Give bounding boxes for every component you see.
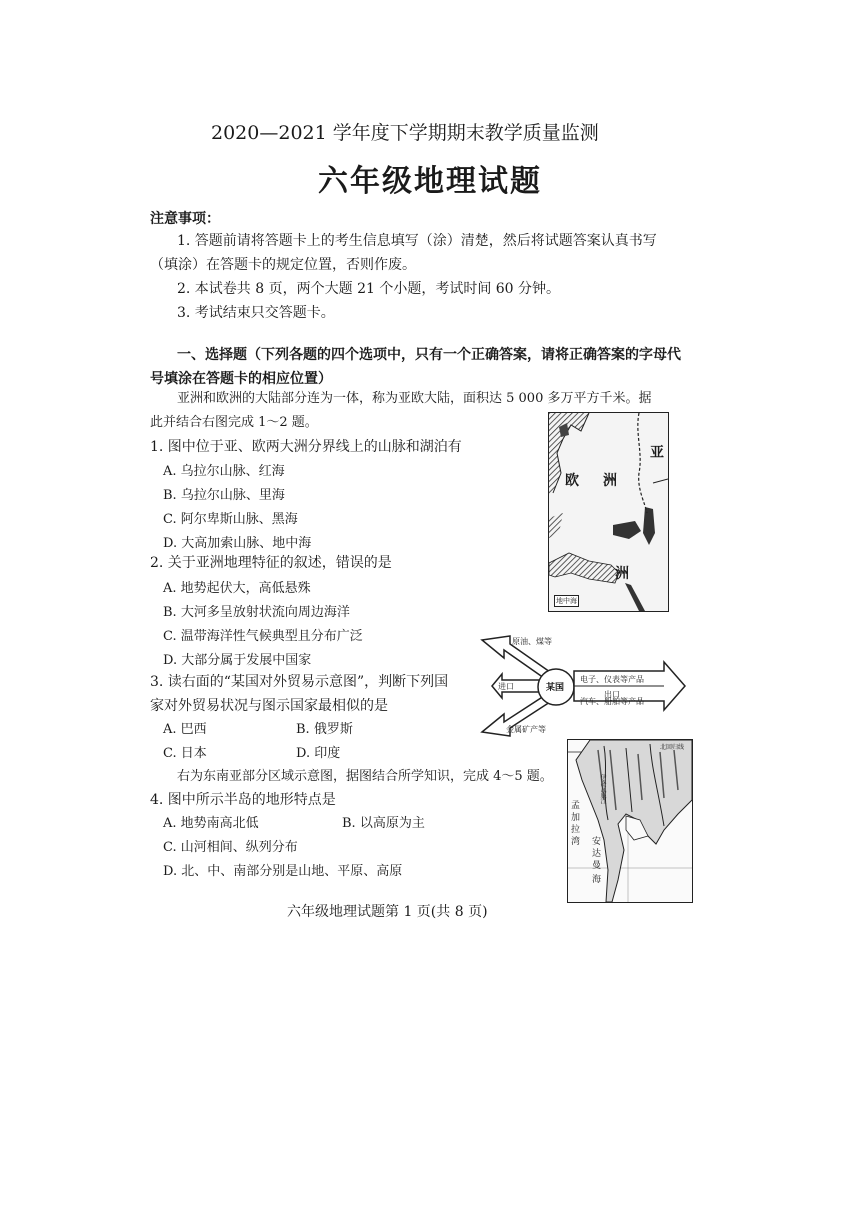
notice-heading: 注意事项： [150, 211, 220, 227]
black-sea [613, 521, 641, 539]
question-3-option-d: D. 印度 [296, 746, 341, 761]
southeast-asia-map [567, 739, 693, 903]
map-label-bay-1: 孟 [571, 801, 581, 811]
map-label-sea-2: 达 [592, 849, 602, 859]
map-label-river: 伊洛瓦底江 [599, 774, 606, 804]
question-1-option-a: A. 乌拉尔山脉、红海 [163, 464, 285, 479]
trade-import-top-label: 原油、煤等 [512, 637, 552, 646]
caspian-sea [643, 507, 655, 545]
trade-export-top-label: 电子、仪表等产品 [580, 675, 644, 684]
question-1-option-d: D. 大高加索山脉、地中海 [163, 536, 312, 551]
section-1-intro-line-1: 亚洲和欧洲的大陆部分连为一体，称为亚欧大陆，面积达 5 000 多万平方千米。据 [177, 391, 652, 406]
question-4-stem: 4. 图中所示半岛的地形特点是 [150, 792, 336, 808]
map-label-tropic: 北回归线 [660, 744, 685, 751]
map-label-sea-4: 海 [592, 875, 602, 885]
trade-center-label: 某国 [546, 683, 565, 693]
question-3-option-a: A. 巴西 [163, 722, 207, 737]
eurasia-map [548, 412, 669, 612]
red-sea [625, 583, 645, 611]
map-label-europe-1: 欧 [565, 473, 579, 489]
mediterranean-sea [549, 553, 619, 583]
exam-title: 2020—2021 学年度下学期期末教学质量监测 [211, 122, 599, 144]
trade-export-label: 出口 [604, 690, 620, 699]
trade-export-bottom-label: 汽车、船舶等产品 [580, 697, 644, 706]
question-3-option-b: B. 俄罗斯 [296, 722, 353, 737]
trade-diagram [480, 634, 687, 740]
border-line [653, 479, 668, 483]
question-2-option-c: C. 温带海洋性气候典型且分布广泛 [163, 629, 363, 644]
map-label-europe-2: 洲 [603, 473, 617, 489]
question-4-5-intro: 右为东南亚部分区域示意图，据图结合所学知识，完成 4～5 题。 [177, 769, 553, 784]
question-4-option-d: D. 北、中、南部分别是山地、平原、高原 [163, 864, 403, 879]
section-1-heading-line-1: 一、选择题（下列各题的四个选项中，只有一个正确答案，请将正确答案的字母代 [177, 347, 681, 363]
question-1-stem: 1. 图中位于亚、欧两大洲分界线上的山脉和湖泊有 [150, 439, 462, 455]
map-label-bay-3: 拉 [571, 825, 581, 835]
map-label-bay-2: 加 [571, 813, 581, 823]
question-2-stem: 2. 关于亚洲地理特征的叙述，错误的是 [150, 555, 392, 571]
question-3-stem-line-2: 家对外贸易状况与图示国家最相似的是 [150, 698, 388, 714]
question-3-stem-line-1: 3. 读右面的“某国对外贸易示意图”，判断下列国 [150, 674, 449, 690]
trade-import-bottom-label: 金属矿产等 [506, 725, 546, 734]
section-1-heading-line-2: 号填涂在答题卡的相应位置） [150, 371, 332, 387]
sea-hatch [549, 513, 563, 538]
map-label-bay-4: 湾 [571, 837, 581, 847]
question-2-option-d: D. 大部分属于发展中国家 [163, 653, 312, 668]
question-3-option-c: C. 日本 [163, 746, 207, 761]
question-2-option-a: A. 地势起伏大，高低悬殊 [163, 581, 311, 596]
question-4-option-b: B. 以高原为主 [342, 816, 425, 831]
question-1-option-c: C. 阿尔卑斯山脉、黑海 [163, 512, 298, 527]
question-4-option-c: C. 山河相间、纵列分布 [163, 840, 298, 855]
subject-title: 六年级地理试题 [318, 164, 542, 199]
southeast-asia-map-drawing [568, 740, 692, 902]
map-label-asia-2: 洲 [615, 566, 629, 582]
map-label-sea-1: 安 [592, 837, 602, 847]
notice-item-3: 3. 考试结束只交答题卡。 [177, 305, 335, 321]
notice-item-1-line-1: 1. 答题前请将答题卡上的考生信息填写（涂）清楚，然后将试题答案认真书写 [177, 233, 657, 249]
question-1-option-b: B. 乌拉尔山脉、里海 [163, 488, 285, 503]
section-1-intro-line-2: 此并结合右图完成 1～2 题。 [150, 415, 318, 430]
ural-border-line [638, 413, 647, 513]
question-4-option-a: A. 地势南高北低 [163, 816, 259, 831]
notice-item-1-line-2: （填涂）在答题卡的规定位置，否则作废。 [150, 257, 416, 273]
map-label-mediterranean: 地中海 [556, 597, 577, 605]
trade-import-label: 进口 [498, 682, 514, 691]
notice-item-2: 2. 本试卷共 8 页，两个大题 21 个小题，考试时间 60 分钟。 [177, 281, 561, 297]
page-footer: 六年级地理试题第 1 页(共 8 页) [287, 904, 488, 920]
question-2-option-b: B. 大河多呈放射状流向周边海洋 [163, 605, 350, 620]
map-label-asia-1: 亚 [650, 445, 664, 461]
map-label-sea-3: 曼 [592, 861, 602, 871]
